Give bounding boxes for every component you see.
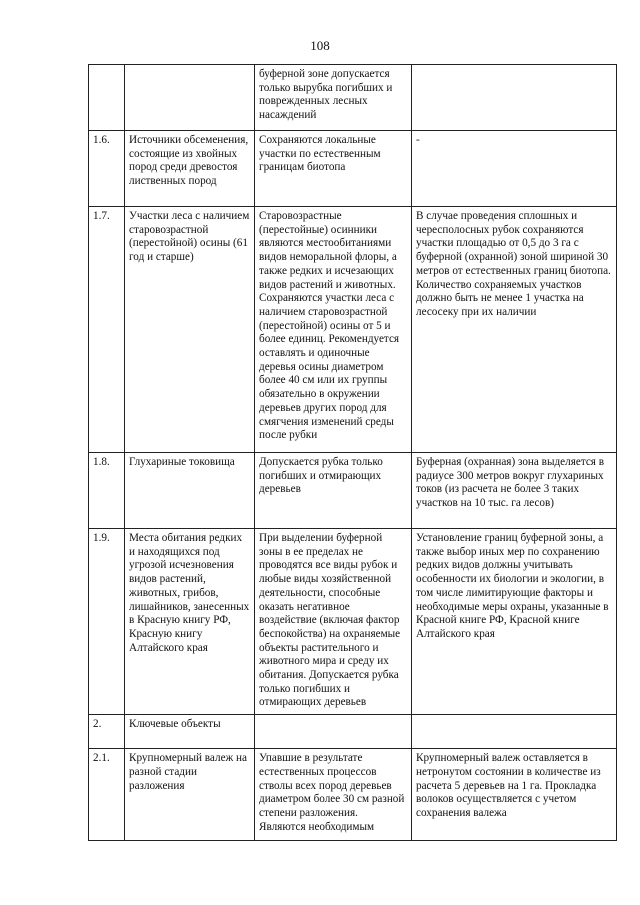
- requirements-cell: буферной зоне допускается только вырубка погибших и поврежденных лесных насаждений: [255, 65, 412, 131]
- requirements-cell: При выделении буферной зоны в ее пределах не проводятся все виды рубок и любые виды хозяйственной деятельности, способные оказать негативное воздействие (включая фактор беспокойства) на охраняемые объекты растительного и животного мира и среду их обитания. Допускается рубка только погибших и отмирающих деревьев: [255, 529, 412, 715]
- requirements-cell: Старовозрастные (перестойные) осинники являются местообитаниями видов неморальной флоры, а также редких и исчезающих видов растений и животных. Сохраняются участки леса с наличием старовозрастной (перестойной) осины от 5 и более единиц. Рекомендуется оставлять и одиночные деревья осины диаметром более 40 см или их группы обязательно в окружении деревьев других пород для смягчения изменений среды после рубки: [255, 207, 412, 453]
- row-number-cell: 2.: [89, 715, 125, 749]
- row-number-cell: 1.7.: [89, 207, 125, 453]
- notes-cell: -: [412, 131, 617, 207]
- page-number: 108: [310, 38, 330, 53]
- row-number-cell: [89, 65, 125, 131]
- table-row: [89, 65, 617, 131]
- notes-cell: Установление границ буферной зоны, а также выбор иных мер по сохранению редких видов должны учитывать особенности их биологии и экологии, в том числе лимитирующие факторы и необходимые меры охраны, указанные в Красной книге РФ, Красной книге Алтайского края: [412, 529, 617, 715]
- notes-cell: [412, 715, 617, 749]
- requirements-cell: [255, 715, 412, 749]
- notes-cell: Крупномерный валеж оставляется в нетронутом состоянии в количестве из расчета 5 деревьев на 1 га. Прокладка волоков осуществляется с учетом сохранения валежа: [412, 749, 617, 841]
- table-row: [89, 131, 617, 207]
- species-protection-table: [88, 64, 617, 841]
- object-name-cell: Участки леса с наличием старовозрастной (перестойной) осины (61 год и старше): [125, 207, 255, 453]
- notes-cell: [412, 65, 617, 131]
- row-number-cell: 1.9.: [89, 529, 125, 715]
- row-number-cell: 1.8.: [89, 453, 125, 529]
- requirements-cell: Сохраняются локальные участки по естественным границам биотопа: [255, 131, 412, 207]
- row-number-cell: 2.1.: [89, 749, 125, 841]
- object-name-cell: Глухариные токовища: [125, 453, 255, 529]
- table-row: [89, 207, 617, 453]
- object-name-cell: Места обитания редких и находящихся под угрозой исчезновения видов растений, животных, грибов, лишайников, занесенных в Красную книгу РФ, Красную книгу Алтайского края: [125, 529, 255, 715]
- table-row: [89, 529, 617, 715]
- row-number-cell: 1.6.: [89, 131, 125, 207]
- requirements-cell: Допускается рубка только погибших и отмирающих деревьев: [255, 453, 412, 529]
- object-name-cell: Крупномерный валеж на разной стадии разложения: [125, 749, 255, 841]
- object-name-cell: [125, 65, 255, 131]
- requirements-cell: Упавшие в результате естественных процессов стволы всех пород деревьев диаметром более 30 см разной степени разложения. Являются необходимым: [255, 749, 412, 841]
- table-row: [89, 749, 617, 841]
- notes-cell: В случае проведения сплошных и чересполосных рубок сохраняются участки площадью от 0,5 до 3 га с буферной (охранной) зоной шириной 30 метров от естественных границ биотопа. Количество сохраняемых участков должно быть не менее 1 участка на лесосеку при их наличии: [412, 207, 617, 453]
- notes-cell: Буферная (охранная) зона выделяется в радиусе 300 метров вокруг глухариных токов (из расчета не более 3 таких участков на 10 тыс. га лесов): [412, 453, 617, 529]
- table-body: [89, 65, 617, 841]
- object-name-cell: Ключевые объекты: [125, 715, 255, 749]
- object-name-cell: Источники обсеменения, состоящие из хвойных пород среди древостоя лиственных пород: [125, 131, 255, 207]
- table-row: [89, 453, 617, 529]
- table-row: [89, 715, 617, 749]
